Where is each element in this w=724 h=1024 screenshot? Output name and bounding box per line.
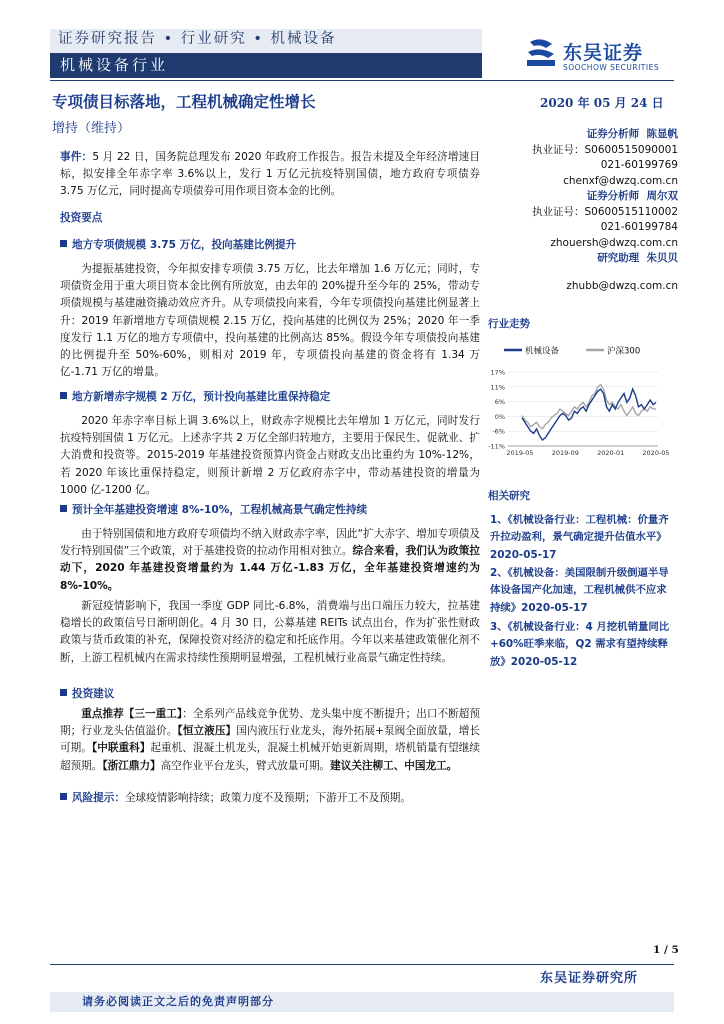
- event-paragraph: [60, 149, 480, 201]
- header-rule: [50, 80, 674, 81]
- section-paragraph: 新冠疫情影响下，我国一季度 GDP 同比-6.8%，消费端与出口端压力较大，拉基建稳增长的政策信号日渐明朗化。4 月 30 日，公募基建 REITs 试点出台，作为扩张性财政政策与货币政策的补充，保障投资对经济的稳定和托底作用。今年以来基建政策催化剂不断，上游工程机械内在需求持续性预期明显增强，工程机械行业高景气确定性持续。: [60, 600, 480, 664]
- y-tick-label: 17%: [490, 368, 505, 377]
- legend-label: 机械设备: [525, 346, 560, 357]
- related-item[interactable]: 1、《机械设备行业：工程机械：价量齐升拉动盈利，景气确定提升估值水平》2020-05-17: [490, 514, 669, 561]
- y-tick-label: 0%: [494, 412, 505, 421]
- series-line: [522, 385, 656, 429]
- rating: 增持（维持）: [52, 121, 131, 136]
- analyst-2: 证券分析师 周尔双: [586, 190, 678, 202]
- industry-label: 机械设备行业: [60, 56, 169, 74]
- page-number: 1 / 5: [653, 944, 679, 956]
- emphasis-text: 综合来看，我们认为政策拉动下，2020 年基建投资增量约为 1.44 万亿-1.83 万亿，全年基建投资增速约为 8%-10%。: [60, 545, 480, 592]
- event-label: 事件：: [60, 151, 93, 163]
- y-tick-label: -6%: [492, 427, 505, 436]
- section-paragraph: 为提振基建投资，今年拟安排专项债 3.75 万亿，比去年增加 1.6 万亿元；同时，专项债资金用于重大项目资本金比例有所放宽，由去年的 20%提升至今年的 25%，带动专项债规模与基建融资撬动效应齐升。从专项债投向来看，今年专项债投向基建比例显著上升：2019 年新增地方专项债规模 2.15 万亿，投向基建的比例仅为 25%；2020 年一季度发行 1.1 万亿的地方专项债中，投向基建的比例高达 85%。假设今年专项债投向基建的比例提升至 50%-60%，则相对 2019 年，专项债投向基建的资金将有 1.34 万亿-1.71 万亿的增量。: [60, 263, 480, 379]
- section-paragraph: 由于特别国债和地方政府专项债均不纳入财政赤字率，因此“扩大赤字、增加专项债及发行特别国债”三个政策，对于基建投资的拉动作用相对独立。综合来看，我们认为政策拉动下，2020 年基建投资增量约为 1.44 万亿-1.83 万亿，全年基建投资增速约为 8%-10%。: [60, 528, 480, 592]
- report-title: 专项债目标落地，工程机械确定性增长: [52, 93, 316, 111]
- y-tick-label: 11%: [490, 383, 505, 392]
- report-date: 2020 年 05 月 24 日: [540, 96, 664, 110]
- trend-chart: [482, 340, 678, 458]
- y-tick-label: -11%: [488, 442, 505, 451]
- analyst-1-phone: 021-60199769: [600, 159, 678, 171]
- invest-label: 重点推荐【三一重工】: [81, 708, 183, 720]
- x-tick-label: 2020-05: [642, 449, 670, 457]
- bullet-square-icon: [60, 240, 67, 247]
- analyst-3-email[interactable]: zhubb@dwzq.com.cn: [566, 279, 678, 292]
- section-heading: 地方专项债规模 3.75 万亿，投向基建比例提升: [60, 237, 296, 252]
- trend-heading: 行业走势: [488, 318, 530, 330]
- analyst-1-cert: 执业证号：S0600515090001: [531, 143, 678, 156]
- section-heading: 预计全年基建投资增速 8%-10%，工程机械高景气确定性持续: [60, 502, 367, 517]
- bullet-square-icon: [60, 689, 67, 696]
- related-item[interactable]: 2、《机械设备：美国限制升级倒逼半导体设备国产化加速，工程机械供不应求持续》2020-05-17: [490, 567, 669, 614]
- footer-rule: [50, 964, 674, 965]
- bullet-square-icon: [60, 392, 67, 399]
- y-tick-label: 6%: [494, 398, 505, 407]
- logo-text-en: SOOCHOW SECURITIES: [563, 63, 660, 72]
- bullet-square-icon: [60, 505, 67, 512]
- chart-legend: [504, 346, 640, 357]
- invest-heading: 投资建议: [60, 686, 114, 701]
- section-heading: 地方新增赤字规模 2 万亿，预计投向基建比重保持稳定: [60, 389, 330, 404]
- bullet-square-icon: [60, 793, 67, 800]
- x-tick-label: 2019-09: [551, 449, 579, 457]
- breadcrumb: 证券研究报告 • 行业研究 • 机械设备: [58, 31, 337, 47]
- invest-paragraph: 重点推荐【三一重工】：全系列产品线竞争优势、龙头集中度不断提升；出口不断超预期；行业龙头估值溢价。【恒立液压】国内液压行业龙头，海外拓展+泵阀全面放量，增长可期。【中联重科】起重机、混凝土机龙头，混凝土机械开始更新周期，塔机销量有望继续超预期。【浙江鼎力】高空作业平台龙头，臂式放量可期。建议关注柳工、中国龙工。: [60, 708, 481, 772]
- related-item[interactable]: 3、《机械设备行业：4 月挖机销量同比+60%旺季来临，Q2 需求有望持续释放》2020-05-12: [490, 621, 670, 668]
- footer-org: 东吴证券研究所: [540, 971, 639, 986]
- legend-label: 沪深300: [607, 346, 641, 357]
- section-paragraph: 2020 年赤字率目标上调 3.6%以上，财政赤字规模比去年增加 1 万亿元，同时发行抗疫特别国债 1 万亿元。上述赤字共 2 万亿全部归转地方，主要用于保民生、促就业、扩大消费和投资等。2015-2019 年基建投资预算内资金占财政支出比重约为 10%-12%，若 2020 年该比重保持稳定，则预计新增 2 万亿政府赤字中，带动基建投资的增量为 1000 亿-1200 亿。: [60, 415, 480, 496]
- analyst-3: 研究助理 朱贝贝: [597, 252, 678, 264]
- analyst-2-cert: 执业证号：S0600515110002: [531, 205, 678, 218]
- disclaimer: 请务必阅读正文之后的免责声明部分: [82, 995, 274, 1008]
- risk-paragraph: 风险提示：全球疫情影响持续；政策力度不及预期；下游开工不及预期。: [60, 790, 411, 805]
- analyst-1-email[interactable]: chenxf@dwzq.com.cn: [563, 174, 678, 187]
- logo-text-cn: 东吴证券: [563, 42, 644, 64]
- related-heading: 相关研究: [488, 490, 530, 502]
- series-line: [522, 389, 656, 440]
- analyst-block: [498, 127, 678, 294]
- analyst-1: 证券分析师 陈显帆: [586, 128, 678, 140]
- soochow-logo-icon: [524, 38, 558, 68]
- x-tick-label: 2020-01: [597, 449, 625, 457]
- event-text: 5 月 22 日，国务院总理发布 2020 年政府工作报告。报告未提及全年经济增速目标，拟安排全年赤字率 3.6%以上，发行 1 万亿元抗疫特别国债，地方政府专项债券 3.75 万亿元，同时提高专项债券可用作项目资本金的比例。: [60, 151, 481, 198]
- key-points-heading: 投资要点: [60, 212, 103, 224]
- analyst-2-email[interactable]: zhouersh@dwzq.com.cn: [550, 236, 678, 249]
- analyst-2-phone: 021-60199784: [600, 221, 678, 233]
- x-tick-label: 2019-05: [506, 449, 534, 457]
